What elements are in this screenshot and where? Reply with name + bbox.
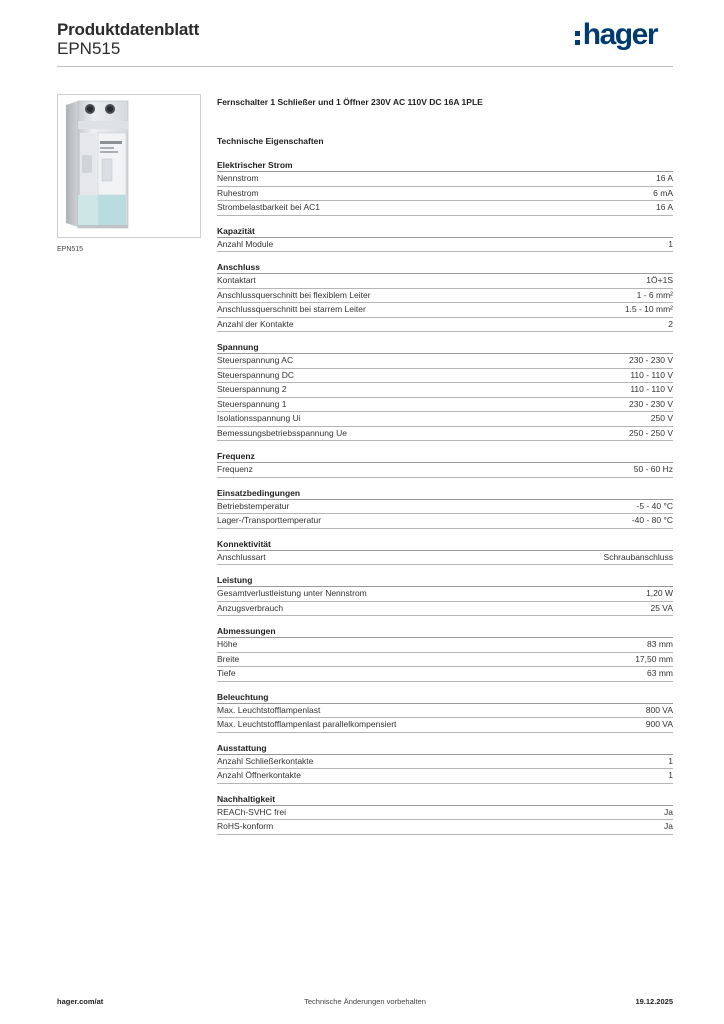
section-title: Anschluss bbox=[217, 261, 673, 274]
spec-value: 230 - 230 V bbox=[629, 355, 673, 365]
spec-label: Anzahl der Kontakte bbox=[217, 318, 294, 329]
spec-section bbox=[217, 341, 673, 441]
spec-value: -5 - 40 °C bbox=[636, 500, 673, 511]
footer-website: hager.com/at bbox=[57, 997, 104, 1006]
technical-properties-heading: Technische Eigenschaften bbox=[217, 136, 324, 146]
spec-value: 230 - 230 V bbox=[629, 398, 673, 409]
page-footer bbox=[57, 997, 673, 1011]
spec-row bbox=[217, 514, 673, 529]
spec-section bbox=[217, 487, 673, 529]
footer-date: 19.12.2025 bbox=[635, 997, 673, 1006]
section-title: Abmessungen bbox=[217, 625, 673, 638]
spec-row bbox=[217, 274, 673, 289]
section-title: Leistung bbox=[217, 574, 673, 587]
spec-label: Lager-/Transporttemperatur bbox=[217, 515, 322, 525]
spec-label: RoHS-konform bbox=[217, 821, 274, 831]
spec-value: 1 bbox=[668, 238, 673, 249]
section-title: Kapazität bbox=[217, 225, 673, 238]
spec-label: Anschlussquerschnitt bei flexiblem Leiter bbox=[217, 289, 371, 300]
spec-row bbox=[217, 587, 673, 602]
spec-row bbox=[217, 653, 673, 668]
spec-section bbox=[217, 793, 673, 835]
spec-row bbox=[217, 427, 673, 442]
spec-row bbox=[217, 318, 673, 333]
spec-section bbox=[217, 625, 673, 682]
spec-label: Frequenz bbox=[217, 464, 253, 474]
spec-label: Strombelastbarkeit bei AC1 bbox=[217, 202, 320, 212]
spec-row bbox=[217, 303, 673, 318]
spec-label: Tiefe bbox=[217, 668, 236, 678]
spec-value: 2 bbox=[668, 318, 673, 329]
image-caption: EPN515 bbox=[57, 246, 84, 253]
footer-disclaimer: Technische Änderungen vorbehalten bbox=[304, 997, 426, 1006]
spec-row bbox=[217, 769, 673, 784]
spec-section bbox=[217, 574, 673, 616]
spec-label: Anzahl Öffnerkontakte bbox=[217, 770, 301, 780]
spec-section bbox=[217, 742, 673, 784]
spec-label: Max. Leuchtstofflampenlast parallelkompensiert bbox=[217, 719, 397, 729]
spec-row bbox=[217, 551, 673, 566]
spec-label: Steuerspannung 2 bbox=[217, 384, 287, 394]
spec-label: Max. Leuchtstofflampenlast bbox=[217, 704, 321, 715]
spec-value: 1 - 6 mm² bbox=[636, 289, 673, 300]
spec-row bbox=[217, 289, 673, 304]
spec-value: 83 mm bbox=[647, 639, 673, 649]
spec-value: 50 - 60 Hz bbox=[633, 464, 673, 474]
spec-row bbox=[217, 238, 673, 253]
hager-logo bbox=[575, 20, 657, 50]
spec-label: Anschlussart bbox=[217, 551, 266, 562]
document-title: Produktdatenblatt bbox=[57, 20, 200, 39]
section-title: Frequenz bbox=[217, 450, 673, 463]
spec-row bbox=[217, 755, 673, 770]
spec-label: Anzahl Schließerkontakte bbox=[217, 755, 314, 766]
spec-row bbox=[217, 369, 673, 384]
datasheet-content bbox=[217, 95, 673, 835]
spec-value: Schraubanschluss bbox=[603, 551, 673, 562]
section-title: Spannung bbox=[217, 341, 673, 354]
spec-label: Anzahl Module bbox=[217, 238, 274, 249]
spec-value: 900 VA bbox=[645, 719, 673, 729]
spec-value: 17,50 mm bbox=[635, 653, 673, 664]
spec-label: Betriebstemperatur bbox=[217, 500, 290, 511]
spec-value: 1 bbox=[668, 770, 673, 780]
spec-label: Höhe bbox=[217, 639, 238, 649]
spec-value: 63 mm bbox=[647, 668, 673, 678]
spec-row bbox=[217, 172, 673, 187]
spec-row bbox=[217, 638, 673, 653]
spec-label: Steuerspannung 1 bbox=[217, 398, 287, 409]
spec-value: 1.5 - 10 mm² bbox=[624, 304, 673, 314]
spec-label: Anzugsverbrauch bbox=[217, 602, 284, 613]
spec-label: Nennstrom bbox=[217, 173, 259, 183]
spec-label: Steuerspannung AC bbox=[217, 355, 294, 365]
spec-label: Breite bbox=[217, 653, 240, 664]
product-code: EPN515 bbox=[57, 39, 121, 58]
spec-value: 250 - 250 V bbox=[629, 427, 673, 438]
page-header bbox=[57, 20, 673, 68]
section-title: Beleuchtung bbox=[217, 691, 673, 704]
spec-value: 250 V bbox=[650, 413, 673, 423]
spec-label: Gesamtverlustleistung unter Nennstrom bbox=[217, 588, 367, 598]
section-title: Konnektivität bbox=[217, 538, 673, 551]
spec-label: Bemessungsbetriebsspannung Ue bbox=[217, 427, 347, 438]
spec-row bbox=[217, 201, 673, 216]
spec-value: 1,20 W bbox=[646, 588, 673, 598]
spec-label: Isolationsspannung Ui bbox=[217, 413, 301, 423]
spec-sections bbox=[217, 159, 673, 835]
spec-label: Steuerspannung DC bbox=[217, 369, 295, 380]
spec-row bbox=[217, 463, 673, 478]
spec-value: 16 A bbox=[655, 173, 673, 183]
spec-row bbox=[217, 412, 673, 427]
spec-section bbox=[217, 261, 673, 332]
spec-row bbox=[217, 718, 673, 733]
spec-section bbox=[217, 691, 673, 733]
spec-row bbox=[217, 354, 673, 369]
spec-section bbox=[217, 538, 673, 566]
modular-switch-device-icon bbox=[58, 95, 200, 237]
spec-label: Ruhestrom bbox=[217, 187, 259, 198]
spec-section bbox=[217, 450, 673, 478]
spec-row bbox=[217, 500, 673, 515]
header-divider bbox=[57, 66, 673, 67]
spec-row bbox=[217, 398, 673, 413]
spec-row bbox=[217, 704, 673, 719]
spec-value: Ja bbox=[664, 821, 673, 831]
spec-label: Anschlussquerschnitt bei starrem Leiter bbox=[217, 304, 366, 314]
spec-value: Ja bbox=[664, 806, 673, 817]
spec-value: 1 bbox=[668, 755, 673, 766]
spec-row bbox=[217, 820, 673, 835]
spec-label: REACh-SVHC frei bbox=[217, 806, 286, 817]
spec-value: 25 VA bbox=[650, 602, 673, 613]
spec-section bbox=[217, 225, 673, 253]
product-description: Fernschalter 1 Schließer und 1 Öffner 230V AC 110V DC 16A 1PLE bbox=[217, 97, 483, 107]
spec-label: Kontaktart bbox=[217, 275, 256, 285]
spec-row bbox=[217, 806, 673, 821]
spec-value: 16 A bbox=[655, 202, 673, 212]
spec-value: 1Ö+1S bbox=[646, 275, 673, 285]
spec-row bbox=[217, 667, 673, 682]
spec-section bbox=[217, 159, 673, 216]
spec-value: 110 - 110 V bbox=[630, 369, 673, 380]
logo-wordmark: hager bbox=[582, 18, 657, 51]
product-image bbox=[57, 94, 201, 238]
spec-value: 6 mA bbox=[653, 187, 673, 198]
section-title: Einsatzbedingungen bbox=[217, 487, 673, 500]
section-title: Ausstattung bbox=[217, 742, 673, 755]
section-title: Elektrischer Strom bbox=[217, 159, 673, 172]
spec-row bbox=[217, 383, 673, 398]
spec-value: 800 VA bbox=[645, 704, 673, 715]
spec-value: 110 - 110 V bbox=[630, 384, 673, 394]
section-title: Nachhaltigkeit bbox=[217, 793, 673, 806]
spec-value: -40 - 80 °C bbox=[631, 515, 673, 525]
spec-row bbox=[217, 602, 673, 617]
spec-row bbox=[217, 187, 673, 202]
logo-colon-icon bbox=[575, 31, 580, 45]
